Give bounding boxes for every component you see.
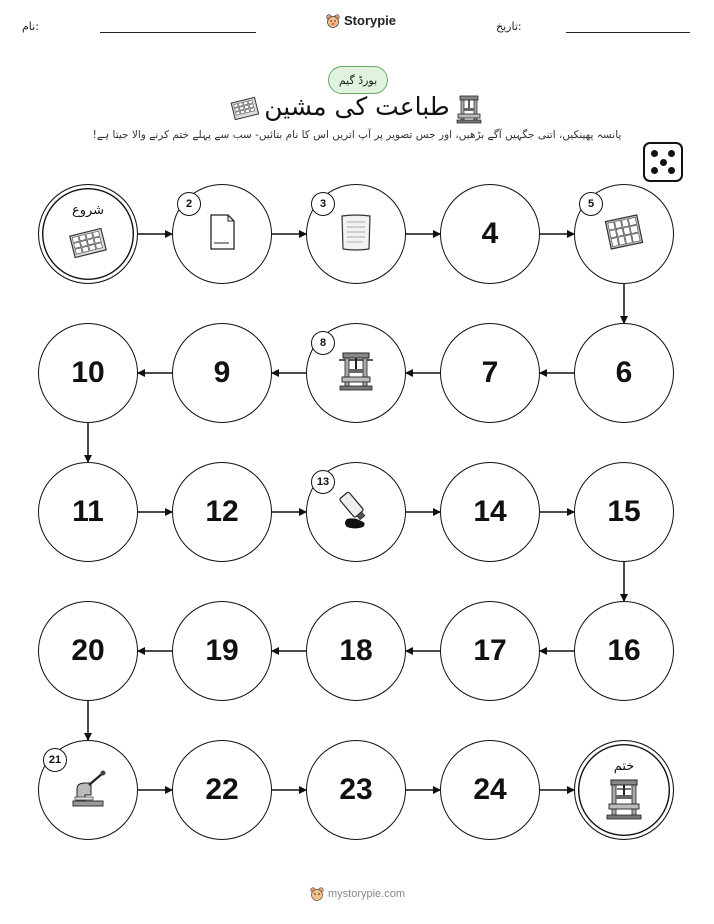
board-space-24 xyxy=(440,740,540,840)
board-space-14 xyxy=(440,462,540,562)
name-label: نام: xyxy=(22,20,39,33)
space-number-badge: 3 xyxy=(311,192,335,216)
ink-tube-icon xyxy=(333,487,379,537)
space-number: 16 xyxy=(607,634,641,667)
board-space-6 xyxy=(574,323,674,423)
space-number-badge: 8 xyxy=(311,331,335,355)
space-number: 11 xyxy=(72,495,104,528)
board-space-19 xyxy=(172,601,272,701)
page-title: طباعت کی مشین xyxy=(264,92,450,121)
board-space-5 xyxy=(574,184,674,284)
board-space-25 xyxy=(574,740,674,840)
board-space-11 xyxy=(38,462,138,562)
space-number: 14 xyxy=(473,495,507,528)
space-number: 15 xyxy=(607,495,641,528)
space-number-badge: 2 xyxy=(177,192,201,216)
board-space-21 xyxy=(38,740,138,840)
board-space-7 xyxy=(440,323,540,423)
board-space-15 xyxy=(574,462,674,562)
board-space-3 xyxy=(306,184,406,284)
keyboard-type-icon xyxy=(65,220,111,270)
space-number-badge: 13 xyxy=(311,470,335,494)
parchment-icon xyxy=(333,209,379,259)
date-label: تاریخ: xyxy=(496,20,522,33)
board-space-13 xyxy=(306,462,406,562)
printing-press-icon xyxy=(333,348,379,398)
space-number: 20 xyxy=(71,634,105,667)
space-number: 17 xyxy=(473,634,507,667)
board-space-10 xyxy=(38,323,138,423)
board-space-4 xyxy=(440,184,540,284)
space-number: 10 xyxy=(71,356,105,389)
bear-icon xyxy=(310,887,324,901)
board-space-9 xyxy=(172,323,272,423)
instructions: پانسہ پھینکیں، اتنی جگہیں آگے بڑھیں، اور جس تصویر پر آپ اتریں اس کا نام بتائیں- سب سے پہلے ختم کرنے والا جیتا ہے! xyxy=(92,129,622,141)
board-space-1 xyxy=(38,184,138,284)
space-number: 18 xyxy=(339,634,373,667)
space-number: 9 xyxy=(213,356,231,389)
space-number: 23 xyxy=(339,773,373,806)
lever-press-icon xyxy=(65,765,111,815)
board-space-17 xyxy=(440,601,540,701)
footer-url: mystorypie.com xyxy=(328,888,406,900)
space-number-badge: 5 xyxy=(579,192,603,216)
board-space-22 xyxy=(172,740,272,840)
board-space-23 xyxy=(306,740,406,840)
space-number: 4 xyxy=(481,217,499,250)
space-number: 22 xyxy=(205,773,239,806)
press-machine-icon xyxy=(601,776,647,826)
footer xyxy=(310,887,405,901)
space-number: 12 xyxy=(205,495,239,528)
type-tray-icon xyxy=(601,209,647,259)
space-number: 7 xyxy=(481,356,499,389)
brand-name: Storypie xyxy=(344,13,397,28)
finish-label: ختم xyxy=(613,759,635,774)
space-number: 6 xyxy=(615,356,633,389)
space-number: 24 xyxy=(473,773,507,806)
board-space-16 xyxy=(574,601,674,701)
board-space-12 xyxy=(172,462,272,562)
space-number: 19 xyxy=(205,634,239,667)
board-space-18 xyxy=(306,601,406,701)
board-space-8 xyxy=(306,323,406,423)
board-space-20 xyxy=(38,601,138,701)
board-space-2 xyxy=(172,184,272,284)
board-game-tag: بورڈ گیم xyxy=(328,66,388,94)
start-label: شروع xyxy=(71,203,105,218)
space-number-badge: 21 xyxy=(43,748,67,772)
paper-sheet-icon xyxy=(199,209,245,259)
